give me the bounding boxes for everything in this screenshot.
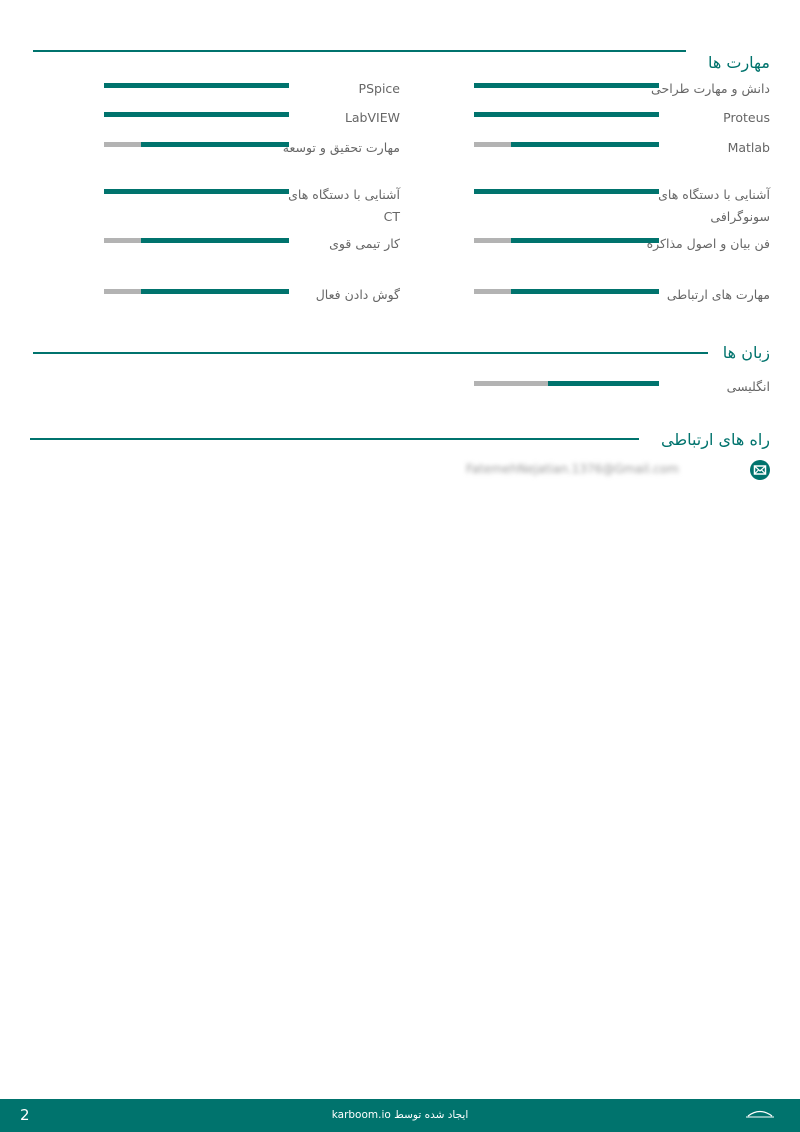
languages-divider: [33, 352, 708, 354]
skill-label: کار تیمی قوی: [329, 236, 400, 251]
footer-credit[interactable]: ایجاد شده توسط karboom.io: [331, 1109, 469, 1121]
skill-label: LabVIEW: [344, 110, 400, 125]
skill-level-fill: [141, 289, 289, 294]
skill-level-bar: [104, 189, 289, 194]
contact-email[interactable]: FatemehNejatian.1376@Gmail.com: [466, 462, 679, 476]
envelope-icon: [750, 460, 770, 480]
skill-level-bar: [474, 112, 659, 117]
skills-divider: [33, 50, 686, 52]
skill-level-bar: [104, 112, 289, 117]
skill-level-fill: [104, 83, 289, 88]
skill-label: انگلیسی: [726, 379, 770, 394]
skill-label: آشنایی با دستگاه های CT: [288, 187, 400, 224]
languages-title: زبان ها: [722, 343, 770, 362]
skill-level-bar: [104, 238, 289, 243]
skill-level-bar: [474, 381, 659, 386]
skill-level-bar: [474, 189, 659, 194]
skill-label: مهارت تحقیق و توسعه: [282, 140, 400, 155]
skill-level-fill: [104, 112, 289, 117]
skill-level-fill: [511, 238, 659, 243]
footer: [0, 1099, 800, 1132]
skill-level-fill: [141, 238, 289, 243]
skill-label: آشنایی با دستگاه های سونوگرافی: [658, 187, 770, 224]
skill-level-bar: [474, 83, 659, 88]
skill-level-fill: [104, 189, 289, 194]
skill-level-bar: [104, 142, 289, 147]
skill-level-fill: [511, 142, 659, 147]
skill-level-bar: [474, 142, 659, 147]
skill-level-fill: [474, 189, 659, 194]
skills-title: مهارت ها: [707, 53, 770, 72]
skill-level-fill: [474, 83, 659, 88]
skill-level-bar: [474, 238, 659, 243]
skill-level-fill: [141, 142, 289, 147]
skill-label: مهارت های ارتباطی: [666, 287, 770, 302]
karboom-logo: [742, 1105, 778, 1127]
contact-divider: [30, 438, 639, 440]
skill-label: فن بیان و اصول مذاکره: [646, 236, 770, 251]
skill-level-fill: [511, 289, 659, 294]
skill-label: گوش دادن فعال: [315, 287, 400, 302]
contact-title: راه های ارتباطی: [661, 430, 770, 449]
skill-level-bar: [474, 289, 659, 294]
skill-level-fill: [474, 112, 659, 117]
skill-label: Proteus: [723, 110, 770, 125]
skill-label: PSpice: [358, 81, 400, 96]
skill-level-bar: [104, 83, 289, 88]
language-item: [0, 376, 800, 416]
skill-label: دانش و مهارت طراحی: [651, 81, 770, 96]
skill-level-bar: [104, 289, 289, 294]
page-number: 2: [20, 1106, 30, 1124]
skill-label: Matlab: [727, 140, 770, 155]
